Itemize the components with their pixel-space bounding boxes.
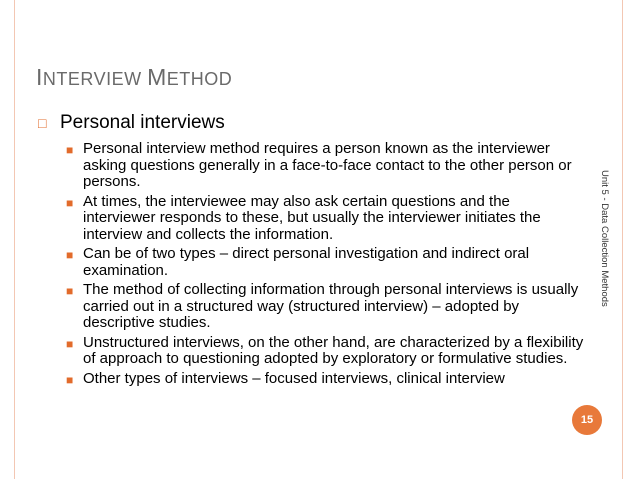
bullet-text: The method of collecting information through personal interviews is usually carried out in a structured way (structured interview) – adopted by descriptive studies. (83, 281, 579, 331)
title-rest-2: ETHOD (166, 69, 233, 89)
bullet-item (66, 246, 586, 279)
square-bullet-icon: ■ (66, 248, 74, 262)
title-rest-1: NTERVIEW (42, 69, 142, 89)
bullet-item (66, 371, 586, 388)
bullet-item (66, 282, 586, 332)
page-number-badge: 15 (572, 405, 602, 435)
bullet-list (66, 141, 586, 390)
square-bullet-icon: ■ (66, 284, 74, 298)
heading-item (38, 112, 225, 134)
title-initial-2: M (147, 64, 167, 90)
left-border-line (14, 0, 15, 479)
hollow-square-bullet-icon: □ (38, 115, 47, 131)
bullet-text: Unstructured interviews, on the other hand, are characterized by a flexibility of approach to questioning adopted by exploratory or formulative studies. (83, 333, 584, 367)
square-bullet-icon: ■ (66, 372, 74, 387)
right-border-line (622, 0, 623, 479)
bullet-item (66, 194, 586, 244)
heading-text: Personal interviews (60, 112, 225, 133)
slide-title (36, 64, 232, 91)
bullet-text: Can be of two types – direct personal investigation and indirect oral examination. (83, 245, 530, 279)
square-bullet-icon: ■ (66, 143, 74, 157)
bullet-text: At times, the interviewee may also ask certain questions and the interviewer responds to these, but usually the interviewer initiates the interview and collects the information. (83, 192, 541, 243)
bullet-text: Other types of interviews – focused interviews, clinical interview (83, 369, 505, 387)
bullet-item (66, 141, 586, 191)
square-bullet-icon: ■ (66, 195, 74, 210)
side-label: Unit 5 - Data Collection Methods (599, 170, 610, 307)
bullet-item (66, 335, 586, 368)
bullet-text: Personal interview method requires a person known as the interviewer asking questions generally in a face-to-face contact to the other person or persons. (83, 140, 572, 190)
square-bullet-icon: ■ (66, 336, 74, 351)
title-initial-1: I (36, 64, 43, 90)
